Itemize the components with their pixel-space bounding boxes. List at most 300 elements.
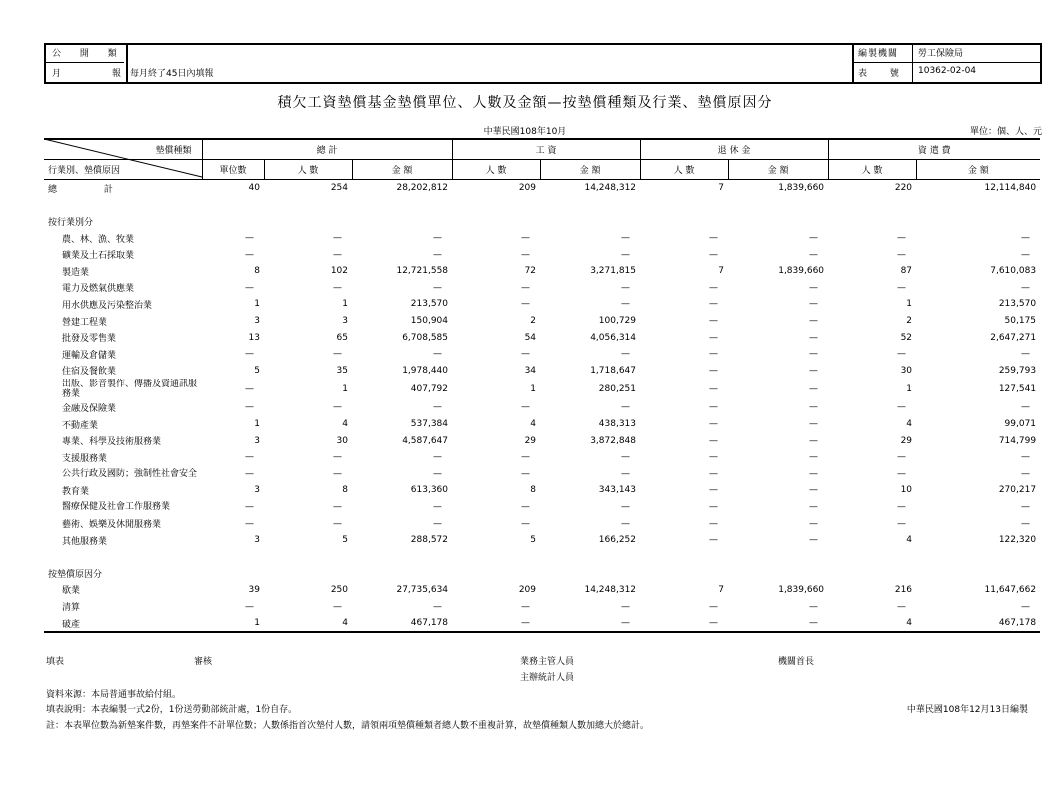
table-cell: —	[709, 485, 719, 496]
table-cell	[728, 565, 828, 582]
table-cell: 220	[894, 183, 913, 194]
table-row	[44, 197, 1040, 214]
table-cell: —	[709, 435, 719, 446]
table-row	[44, 399, 1040, 416]
table-cell: —	[1021, 402, 1031, 413]
table-cell: 11,647,662	[984, 584, 1037, 595]
table-cell: —	[521, 233, 531, 244]
group-pension: 退 休 金	[640, 139, 828, 160]
table-cell: —	[809, 384, 819, 395]
row-label: 專業、科學及技術服務業	[62, 437, 162, 448]
subheader-amount: 金 額	[540, 160, 640, 180]
table-cell: —	[809, 365, 819, 376]
table-cell: 288,572	[410, 535, 449, 546]
subheader-persons: 人 數	[264, 160, 352, 180]
table-cell: —	[1021, 452, 1031, 463]
report-type-label: 月 報	[52, 69, 145, 79]
table-cell: —	[809, 601, 819, 612]
table-cell: —	[621, 349, 631, 360]
table-cell: —	[245, 468, 254, 479]
table-cell: —	[333, 282, 342, 293]
corner-diagonal	[44, 138, 204, 178]
table-cell: 4	[906, 618, 913, 629]
table-cell: —	[809, 535, 819, 546]
table-cell	[640, 213, 728, 230]
table-cell: —	[521, 299, 531, 310]
table-cell: —	[333, 601, 342, 612]
table-cell: —	[245, 402, 254, 413]
table-cell: 102	[330, 266, 348, 277]
table-cell	[728, 197, 828, 214]
table-cell: —	[621, 468, 631, 479]
table-cell: 127,541	[998, 384, 1037, 395]
review-label: 審核	[194, 657, 213, 667]
table-cell: 1,978,440	[402, 365, 449, 376]
table-cell	[202, 565, 264, 582]
table-cell: —	[897, 518, 907, 529]
table-cell: 30	[900, 365, 913, 376]
row-label	[44, 197, 202, 214]
table-cell: 1	[254, 618, 260, 629]
table-cell: —	[621, 249, 631, 260]
table-cell: —	[433, 282, 443, 293]
table-cell: 407,792	[410, 384, 449, 395]
table-cell	[264, 565, 352, 582]
table-cell: —	[245, 249, 254, 260]
subheader-persons: 人 數	[828, 160, 916, 180]
table-cell: 99,071	[1004, 419, 1037, 430]
table-cell: —	[1021, 501, 1031, 512]
table-cell: —	[897, 349, 907, 360]
table-cell: —	[709, 419, 719, 430]
subheader-units: 單位數	[202, 160, 264, 180]
table-body	[44, 180, 1040, 633]
table-cell: —	[809, 233, 819, 244]
table-cell: —	[709, 282, 719, 293]
table-cell: 7	[718, 183, 725, 194]
table-cell	[452, 197, 540, 214]
table-cell: 250	[330, 584, 348, 595]
table-cell: 3	[254, 485, 260, 496]
row-label: 醫療保健及社會工作服務業	[62, 501, 171, 512]
table-cell: —	[333, 501, 342, 512]
row-label: 金融及保險業	[62, 403, 117, 414]
table-cell: —	[1021, 282, 1031, 293]
table-cell: 65	[336, 332, 348, 343]
table-cell: —	[521, 349, 531, 360]
table-cell: —	[245, 282, 254, 293]
table-cell	[828, 213, 916, 230]
table-row	[44, 246, 1040, 263]
table-cell: 1	[254, 299, 260, 310]
table-cell: 12,721,558	[396, 266, 449, 277]
table-cell	[728, 548, 828, 565]
table-cell: —	[433, 468, 443, 479]
table-cell: —	[709, 316, 719, 327]
table-cell	[540, 565, 640, 582]
table-cell: —	[709, 468, 719, 479]
table-cell: —	[709, 349, 719, 360]
table-cell: 213,570	[998, 299, 1037, 310]
table-cell: 150,904	[410, 316, 449, 327]
table-cell: 8	[254, 266, 260, 277]
table-cell: —	[897, 601, 907, 612]
table-cell: —	[521, 468, 531, 479]
table-row	[44, 280, 1040, 297]
table-cell: 2	[906, 316, 913, 327]
table-cell: 216	[894, 584, 913, 595]
table-cell	[202, 197, 264, 214]
table-cell: —	[333, 468, 342, 479]
table-cell: —	[809, 468, 819, 479]
row-label: 出版、影音製作、傳播及資通訊服務業	[62, 379, 198, 400]
fill-label: 填表	[46, 657, 65, 667]
table-cell: 4	[530, 419, 537, 430]
table-cell: —	[245, 518, 254, 529]
subheader-persons: 人 數	[640, 160, 728, 180]
table-cell: —	[897, 402, 907, 413]
table-cell: 50,175	[1004, 316, 1037, 327]
table-cell: —	[709, 518, 719, 529]
table-cell	[916, 197, 1040, 214]
table-cell: 8	[530, 485, 537, 496]
table-cell: 254	[330, 183, 348, 194]
public-class-label: 公 開 類	[52, 49, 125, 59]
table-cell: —	[809, 402, 819, 413]
table-cell: 343,143	[598, 485, 637, 496]
table-cell: —	[333, 452, 342, 463]
subheader-amount: 金 額	[352, 160, 452, 180]
table-cell: 4	[906, 419, 913, 430]
table-cell: 14,248,312	[584, 584, 637, 595]
table-cell	[352, 548, 452, 565]
table-cell: —	[1021, 601, 1031, 612]
table-cell: 3	[254, 535, 260, 546]
table-cell: 3,271,815	[590, 266, 637, 277]
corner-bottom-label: 行業別、墊償原因	[44, 160, 202, 180]
table-cell: —	[433, 349, 443, 360]
agency-label: 編製機關	[858, 49, 899, 59]
corner-top-label: 墊償種類	[44, 139, 202, 160]
row-label: 住宿及餐飲業	[62, 367, 117, 378]
table-cell: 467,178	[998, 618, 1037, 629]
table-row	[44, 582, 1040, 599]
table-cell: —	[1021, 249, 1031, 260]
table-cell	[452, 565, 540, 582]
report-deadline: 每月終了45日內填報	[130, 69, 214, 79]
table-cell: —	[245, 384, 254, 395]
table-cell: —	[621, 233, 631, 244]
table-row	[44, 263, 1040, 280]
table-cell: 100,729	[598, 316, 637, 327]
subheader-amount: 金 額	[728, 160, 828, 180]
row-label: 農、林、漁、牧業	[62, 234, 135, 245]
table-row	[44, 230, 1040, 247]
group-total: 總 計	[202, 139, 452, 160]
table-cell: 72	[524, 266, 537, 277]
table-cell: 29	[900, 435, 913, 446]
table-cell: 52	[900, 332, 913, 343]
table-cell	[264, 548, 352, 565]
row-label: 電力及燃氣供應業	[62, 284, 135, 295]
table-cell: —	[521, 618, 531, 629]
table-cell: 467,178	[410, 618, 449, 629]
table-row	[44, 615, 1040, 633]
row-label: 礦業及土石採取業	[62, 251, 135, 262]
table-cell: 1	[254, 419, 260, 430]
table-row	[44, 466, 1040, 483]
table-row	[44, 296, 1040, 313]
table-row	[44, 432, 1040, 449]
table-cell: —	[1021, 518, 1031, 529]
stats-head-label: 主辦統計人員	[520, 673, 575, 683]
table-cell: —	[621, 402, 631, 413]
report-period: 中華民國108年10月	[483, 127, 567, 137]
table-cell: 1,839,660	[778, 183, 825, 194]
table-cell: —	[621, 452, 631, 463]
table-cell: —	[709, 402, 719, 413]
table-cell: —	[621, 601, 631, 612]
table-cell: —	[809, 618, 819, 629]
row-label: 支援服務業	[62, 453, 108, 464]
table-cell: —	[709, 332, 719, 343]
row-label: 按墊償原因分	[48, 569, 103, 580]
row-label: 歇業	[62, 586, 81, 597]
table-cell: —	[521, 501, 531, 512]
table-cell	[640, 548, 728, 565]
table-cell: —	[709, 501, 719, 512]
table-row	[44, 449, 1040, 466]
table-cell: —	[897, 452, 907, 463]
table-cell: 40	[248, 183, 260, 194]
table-cell	[540, 548, 640, 565]
table-cell: 27,735,634	[396, 584, 449, 595]
table-cell: —	[621, 618, 631, 629]
table-cell: —	[709, 233, 719, 244]
table-cell: —	[245, 233, 254, 244]
form-no-label: 表 號	[858, 69, 909, 79]
table-cell: —	[245, 501, 254, 512]
table-cell: 39	[248, 584, 260, 595]
table-cell: —	[897, 233, 907, 244]
table-cell: —	[521, 518, 531, 529]
compiled-date: 中華民國108年12月13日編製	[906, 705, 1028, 715]
table-cell: 1,718,647	[590, 365, 637, 376]
table-cell: 6,708,585	[402, 332, 449, 343]
table-cell: —	[333, 233, 342, 244]
table-cell: —	[433, 601, 443, 612]
table-row	[44, 213, 1040, 230]
table-row	[44, 180, 1040, 197]
table-cell	[540, 197, 640, 214]
table-cell: —	[521, 402, 531, 413]
table-cell	[640, 565, 728, 582]
row-label: 營建工程業	[62, 317, 108, 328]
table-row	[44, 346, 1040, 363]
table-cell: 213,570	[410, 299, 449, 310]
table-cell: 10	[900, 485, 913, 496]
fill-note: 填表說明：本表編製一式2份，1份送勞動部統計處，1份自存。	[46, 705, 298, 715]
table-cell: 1	[530, 384, 537, 395]
table-cell: —	[245, 452, 254, 463]
table-cell: 4	[906, 535, 913, 546]
table-row	[44, 565, 1040, 582]
table-cell: —	[521, 282, 531, 293]
table-cell: 5	[342, 535, 348, 546]
table-cell: —	[809, 435, 819, 446]
table-cell	[264, 197, 352, 214]
table-cell: —	[897, 249, 907, 260]
table-cell: —	[245, 601, 254, 612]
group-wages: 工 資	[452, 139, 640, 160]
table-cell: —	[709, 299, 719, 310]
table-cell: —	[1021, 233, 1031, 244]
table-cell: —	[809, 452, 819, 463]
table-row	[44, 379, 1040, 399]
table-cell: 438,313	[598, 419, 637, 430]
table-cell: 14,248,312	[584, 183, 637, 194]
table-cell	[916, 213, 1040, 230]
agency-head-label: 機關首長	[778, 657, 815, 667]
table-cell: —	[433, 452, 443, 463]
table-cell: 714,799	[998, 435, 1037, 446]
table-cell	[202, 548, 264, 565]
table-row	[44, 515, 1040, 532]
header-strip	[44, 43, 1044, 82]
table-cell: 1	[342, 384, 348, 395]
table-cell: —	[1021, 349, 1031, 360]
row-label: 教育業	[62, 486, 90, 497]
table-cell: —	[809, 282, 819, 293]
table-cell: 1	[906, 384, 913, 395]
table-cell: —	[521, 601, 531, 612]
table-cell: —	[621, 282, 631, 293]
table-cell: —	[897, 468, 907, 479]
table-cell	[352, 213, 452, 230]
table-cell: —	[709, 249, 719, 260]
table-cell: 8	[342, 485, 348, 496]
table-row	[44, 416, 1040, 433]
table-cell: 4	[342, 419, 348, 430]
table-row	[44, 329, 1040, 346]
table-cell: 3	[254, 316, 260, 327]
agency-value: 勞工保險局	[918, 49, 964, 59]
row-label: 清算	[62, 603, 81, 614]
table-cell: 29	[524, 435, 537, 446]
table-cell: 1,839,660	[778, 584, 825, 595]
form-no-value: 10362-02-04	[918, 66, 977, 76]
table-cell: —	[809, 316, 819, 327]
row-label: 破產	[62, 619, 81, 630]
table-cell: —	[433, 402, 443, 413]
page-title: 積欠工資墊償基金墊償單位、人數及金額—按墊償種類及行業、墊償原因分	[277, 95, 773, 111]
table-cell	[828, 548, 916, 565]
table-cell: —	[809, 349, 819, 360]
table-cell	[352, 197, 452, 214]
row-label: 製造業	[62, 267, 90, 278]
row-label: 運輸及倉儲業	[62, 350, 117, 361]
table-cell: —	[709, 384, 719, 395]
table-cell: 3	[342, 316, 348, 327]
business-head-label: 業務主管人員	[520, 657, 575, 667]
table-cell: 209	[518, 584, 537, 595]
table-row	[44, 499, 1040, 516]
table-cell: 1	[342, 299, 348, 310]
table-cell: —	[809, 299, 819, 310]
row-label: 其他服務業	[62, 536, 108, 547]
table-cell: —	[433, 501, 443, 512]
footnote: 註：本表單位數為新墊案件數，再墊案件不計單位數；人數係指首次墊付人數，請領兩項墊償種類者總人數不重複計算，故墊償種類人數加總大於總計。	[46, 721, 650, 731]
table-cell: 7,610,083	[990, 266, 1037, 277]
table-cell: —	[897, 282, 907, 293]
table-cell: 259,793	[998, 365, 1037, 376]
table-row	[44, 598, 1040, 615]
table-cell	[828, 197, 916, 214]
table-cell: 613,360	[410, 485, 449, 496]
table-cell: 2	[530, 316, 537, 327]
table-cell: 13	[248, 332, 260, 343]
row-label: 不動產業	[62, 420, 99, 431]
table-cell	[916, 548, 1040, 565]
table-cell: 30	[336, 435, 348, 446]
table-cell: 3,872,848	[590, 435, 637, 446]
group-severance: 資 遣 費	[828, 139, 1040, 160]
table-cell: 12,114,840	[984, 183, 1037, 194]
table-cell: —	[333, 402, 342, 413]
table-cell: —	[809, 501, 819, 512]
table-cell: —	[709, 365, 719, 376]
table-cell: —	[897, 501, 907, 512]
table-cell: —	[521, 452, 531, 463]
table-row	[44, 482, 1040, 499]
table-cell: 7	[718, 266, 725, 277]
table-cell: 537,384	[410, 419, 449, 430]
table-cell: —	[809, 249, 819, 260]
table-row	[44, 313, 1040, 330]
table-cell: 3	[254, 435, 260, 446]
row-label: 藝術、娛樂及休閒服務業	[62, 520, 162, 531]
subheader-amount: 金 額	[916, 160, 1040, 180]
table-cell	[640, 197, 728, 214]
row-label	[44, 548, 202, 565]
table-cell	[452, 213, 540, 230]
table-cell	[452, 548, 540, 565]
table-cell: 54	[524, 332, 537, 343]
table-cell: 4,587,647	[402, 435, 449, 446]
table-row	[44, 532, 1040, 549]
table-cell: 1,839,660	[778, 266, 825, 277]
table-cell: 35	[336, 365, 348, 376]
table-cell: —	[433, 518, 443, 529]
table-cell: —	[333, 518, 342, 529]
data-table	[44, 138, 1040, 633]
table-cell	[540, 213, 640, 230]
row-label: 用水供應及污染整治業	[62, 300, 153, 311]
table-cell: —	[521, 249, 531, 260]
table-cell: —	[709, 618, 719, 629]
table-cell	[352, 565, 452, 582]
row-label: 總 計	[48, 184, 135, 195]
table-cell: 5	[254, 365, 260, 376]
table-cell: —	[709, 601, 719, 612]
row-label: 按行業別分	[48, 217, 94, 228]
table-cell: —	[621, 501, 631, 512]
table-cell: —	[709, 535, 719, 546]
table-cell: —	[333, 349, 342, 360]
table-cell: 87	[900, 266, 913, 277]
table-cell: —	[333, 249, 342, 260]
table-cell: 5	[530, 535, 537, 546]
